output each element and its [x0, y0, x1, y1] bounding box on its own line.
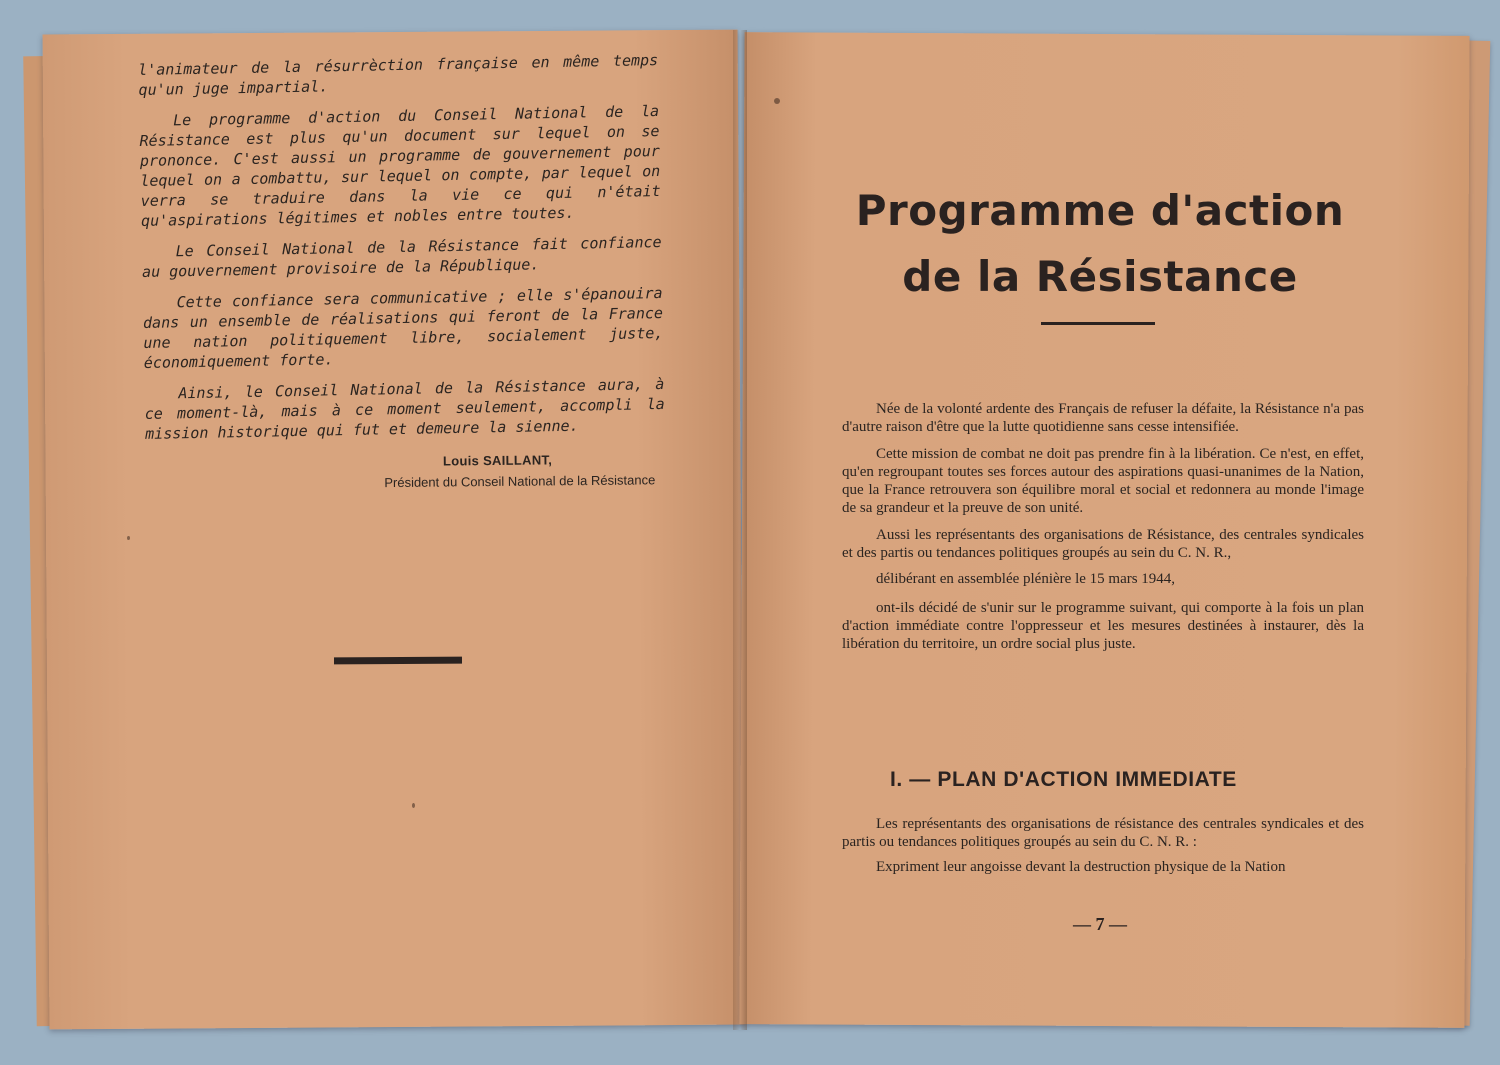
signature-title: Président du Conseil National de la Résistance: [384, 472, 656, 491]
left-paragraph-4: Cette confiance sera communicative ; elle s'épanouira dans un ensemble de réalisations qui feront de la France une nation politiquement libre, socialement juste, économiquement forte.: [142, 283, 664, 372]
left-paragraph-3: Le Conseil National de la Résistance fait confiance au gouvernement provisoire de la République.: [141, 232, 662, 281]
right-page-intro: [842, 400, 1364, 662]
right-paragraph-3: Aussi les représentants des organisations de Résistance, des centrales syndicales et des partis ou tendances politiques groupés au sein du C. N. R.,: [842, 526, 1364, 562]
section-paragraph-2: Expriment leur angoisse devant la destruction physique de la Nation: [876, 858, 1286, 875]
right-paragraph-5: ont-ils décidé de s'unir sur le programme suivant, qui comporte à la fois un plan d'action immédiate contre l'oppresseur et les mesures destinées à instaurer, dès la libération du territoire, un ordre social plus juste.: [842, 599, 1364, 653]
title-divider: [1041, 322, 1155, 325]
page-number: — 7 —: [1073, 914, 1127, 934]
left-paragraph-5: Ainsi, le Conseil National de la Résistance aura, à ce moment-là, mais à ce moment seulement, accompli la mission historique qui fut et demeure la sienne.: [144, 374, 665, 443]
signature-name: Louis SAILLANT,: [442, 452, 553, 469]
signature-block: [300, 451, 655, 491]
right-paragraph-4: délibérant en assemblée plénière le 15 mars 1944,: [876, 571, 1176, 588]
title-line-1: Programme d'action: [855, 186, 1345, 235]
title-line-2: de la Résistance: [902, 252, 1298, 301]
right-paragraph-2: Cette mission de combat ne doit pas prendre fin à la libération. Ce n'est, en effet, qu'en regroupant toutes ses forces autour des aspirations quasi-unanimes de la Nation, que la France retrouvera son équilibre moral et social et redonnera au monde l'image de sa grandeur et la preuve de son unité.: [842, 445, 1364, 517]
booklet-spine: [733, 30, 747, 1030]
left-paragraph-2: Le programme d'action du Conseil National de la Résistance est plus qu'un document sur lequel on se prononce. C'est aussi un programme de gouvernement pour lequel on a combattu, sur lequel on compte, par lequel on verra se traduire dans la vie ce qui n'était qu'aspirations légitimes et nobles entre toutes.: [139, 102, 661, 230]
left-page-text: [138, 50, 665, 455]
ink-speck: [412, 803, 415, 808]
section-body: [842, 815, 1364, 882]
ink-speck: [774, 98, 780, 104]
end-ornament-rule: [334, 657, 462, 665]
left-paragraph-1: l'animateur de la résurrèction française en même temps qu'un juge impartial.: [138, 51, 659, 99]
page-title: [820, 178, 1380, 310]
section-heading: I. — PLAN D'ACTION IMMEDIATE: [890, 768, 1237, 791]
right-paragraph-1: Née de la volonté ardente des Français de refuser la défaite, la Résistance n'a pas d'autre raison d'être que la lutte quotidienne sans cesse intensifiée.: [842, 401, 1364, 436]
ink-speck: [127, 536, 130, 540]
section-paragraph-1: Les représentants des organisations de résistance des centrales syndicales et des partis ou tendances politiques groupés au sein du C. N. R. :: [842, 816, 1364, 851]
